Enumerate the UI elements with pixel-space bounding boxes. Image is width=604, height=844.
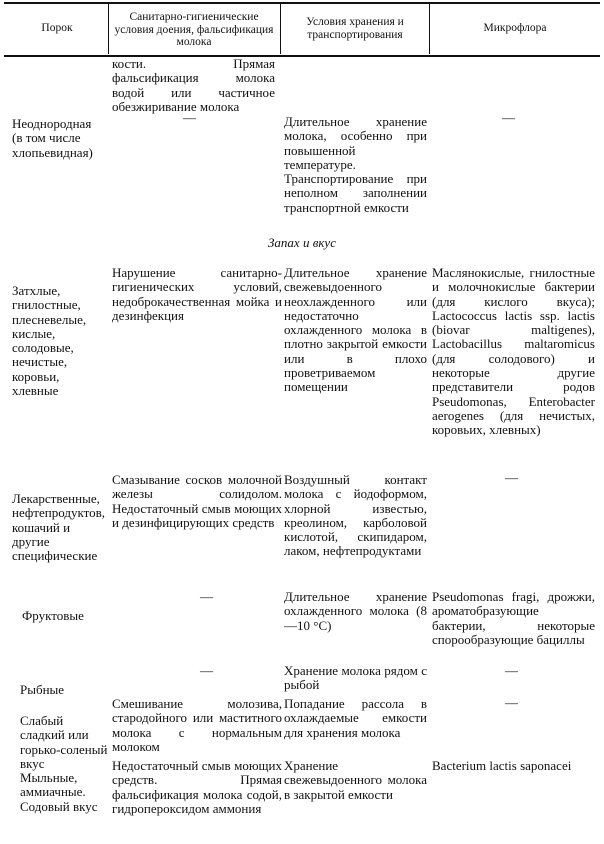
row-1-defect: Неоднородная (в том числе хлопьевидная) [12,116,93,160]
row-6-sanitary: Смешивание молозива, стародойного или маститного молока с нормальным молоком [112,696,282,754]
row-6-storage: Попадание рассола в охлаждаемые емкости для хранения молока [284,696,427,740]
row-4-microflora: Pseudomonas fragi, дрожжи, ароматобразующие бактерии, некоторые спорообразующие бациллы [432,589,595,647]
row-7-sanitary: Недостаточный смыв моющих средств. Прямая фальсификация молока содой, гидропероксидом аммония [112,758,282,816]
row-7-microflora: Bacterium lactis saponacei [432,758,572,773]
row-3-defect: Лекарственные, нефтепродуктов, кошачий и другие специфические [12,491,105,564]
row-2-defect: Затхлые, гнилостные, плесневелые, кислые, солодовые, нечистые, коровьи, хлевные [12,283,87,399]
header-microflora: Микрофлора [483,22,547,34]
header-sanitary: Санитарно-гигиенические условия доения, фальсификация молока [114,11,274,48]
row-2-microflora: Маслянокислые, гнилостные и молочнокислые бактерии (для кислого вкуса); Lactococcus lactis ssp. lactis (biovar maltigenes), Lactobacillus maltaromicus (для солодового) и некоторые другие представители родов Pseudomonas, Enterobacter aerogenes (для нечистых, коровьих, хлевных) [432,265,595,438]
row-7-storage: Хранение свежевыдоенного молока в закрытой емкости [284,758,427,802]
row-5-defect: Рыбные [20,682,65,697]
column-divider-1 [108,2,109,54]
section-title-smell-taste: Запах и вкус [268,235,336,250]
row-1-storage: Длительное хранение молока, особенно при повышенной температуре. Транспортирование при неполном заполнении транспортной емкости [284,114,427,215]
header-defect: Порок [41,22,73,34]
header-storage: Условия хранения и транспортирования [306,16,404,41]
row-3-sanitary: Смазывание сосков молочной железы солидолом. Недостаточный смыв моющих и дезинфицирующих средств [112,472,282,530]
row-1-microflora: — [502,110,515,125]
row-7-defect: Мыльные, аммиачные. Содовый вкус [20,770,98,814]
row-6-defect: Слабый сладкий или горько-соленый вкус [20,713,108,771]
row-5-sanitary: — [200,663,213,678]
row-2-storage: Длительное хранение свежевыдоенного неохлажденного или недостаточно охлажденного молока в плотно закрытой емкости или в плохо проветриваемом помещении [284,265,427,395]
column-divider-3 [429,2,430,54]
table-top-rule [4,2,600,4]
row-3-microflora: — [505,470,518,485]
row-0-sanitary: кости. Прямая фальсификация молока водой или частичное обезжиривание молока [112,56,275,114]
row-4-sanitary: — [200,589,213,604]
row-2-sanitary: Нарушение санитарно-гигиенических условий, недоброкачественная мойка и дезинфекция [112,265,282,323]
header-bottom-rule [4,55,600,57]
row-4-storage: Длительное хранение охлажденного молока (8—10 °С) [284,589,427,633]
row-5-microflora: — [505,663,518,678]
column-divider-2 [280,2,281,54]
row-6-microflora: — [505,695,518,710]
row-1-sanitary: — [183,110,196,125]
row-5-storage: Хранение молока рядом с рыбой [284,663,427,693]
row-4-defect: Фруктовые [22,608,84,623]
row-3-storage: Воздушный контакт молока с йодоформом, хлорной известью, креолином, карболовой кислотой, скипидаром, лаком, нефтепродуктами [284,472,427,559]
